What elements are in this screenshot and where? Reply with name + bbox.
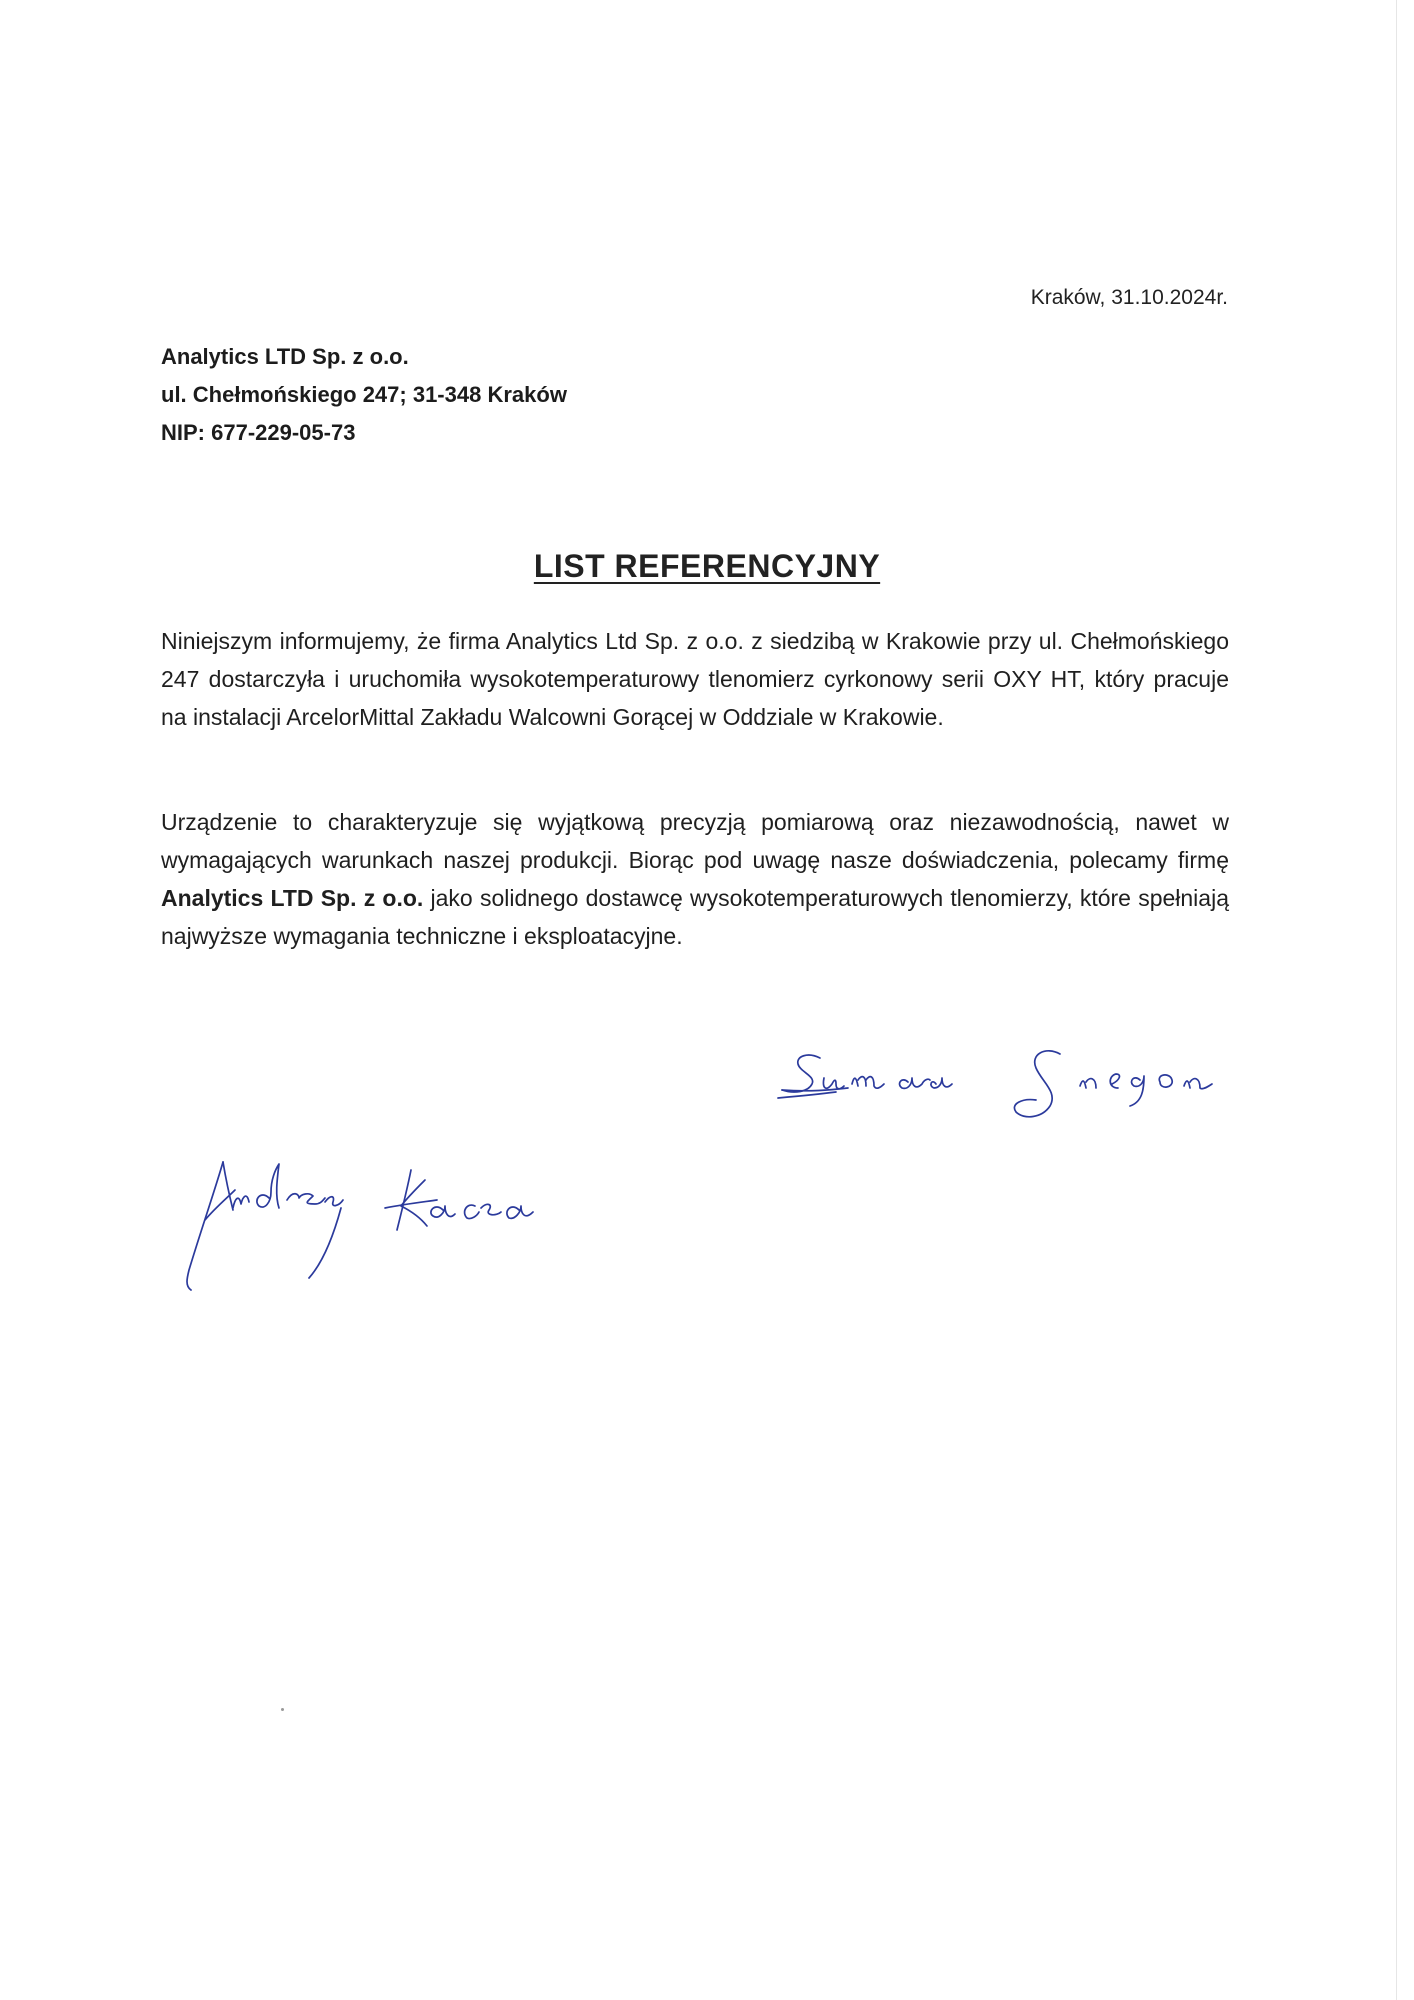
paragraph-2-part2: jako solidnego dostawcę wysokotemperaturowych tlenomierzy, które spełniają najwyższe wymagania techniczne i eksploatacyjne.: [161, 885, 1229, 949]
paragraph-2-company: Analytics LTD Sp. z o.o.: [161, 885, 424, 911]
recipient-block: [161, 338, 567, 452]
paragraph-2: [161, 803, 1229, 955]
recipient-company: Analytics LTD Sp. z o.o.: [161, 344, 409, 369]
scan-speck: [281, 1708, 284, 1711]
signature-left: [175, 1150, 625, 1300]
recipient-address: ul. Chełmońskiego 247; 31-348 Kraków: [161, 382, 567, 407]
paragraph-1: Niniejszym informujemy, że firma Analytics Ltd Sp. z o.o. z siedzibą w Krakowie przy ul. Chełmońskiego 247 dostarczyła i uruchomiła wysokotemperaturowy tlenomierz cyrkonowy serii OXY HT, który pracuje na instalacji ArcelorMittal Zakładu Walcowni Gorącej w Oddziale w Krakowie.: [161, 628, 1229, 730]
letter-title: LIST REFERENCYJNY: [533, 548, 881, 584]
signature-right: [760, 1040, 1280, 1150]
paragraph-2-part1: Urządzenie to charakteryzuje się wyjątkową precyzją pomiarową oraz niezawodnością, nawet w wymagających warunkach naszej produkcji. Biorąc pod uwagę nasze doświadczenia, polecamy firmę: [161, 809, 1229, 873]
letter-date: Kraków, 31.10.2024r.: [1030, 286, 1228, 309]
recipient-nip: NIP: 677-229-05-73: [161, 420, 356, 445]
scan-edge-line: [1396, 0, 1397, 2000]
letter-title-wrap: [0, 548, 1414, 585]
